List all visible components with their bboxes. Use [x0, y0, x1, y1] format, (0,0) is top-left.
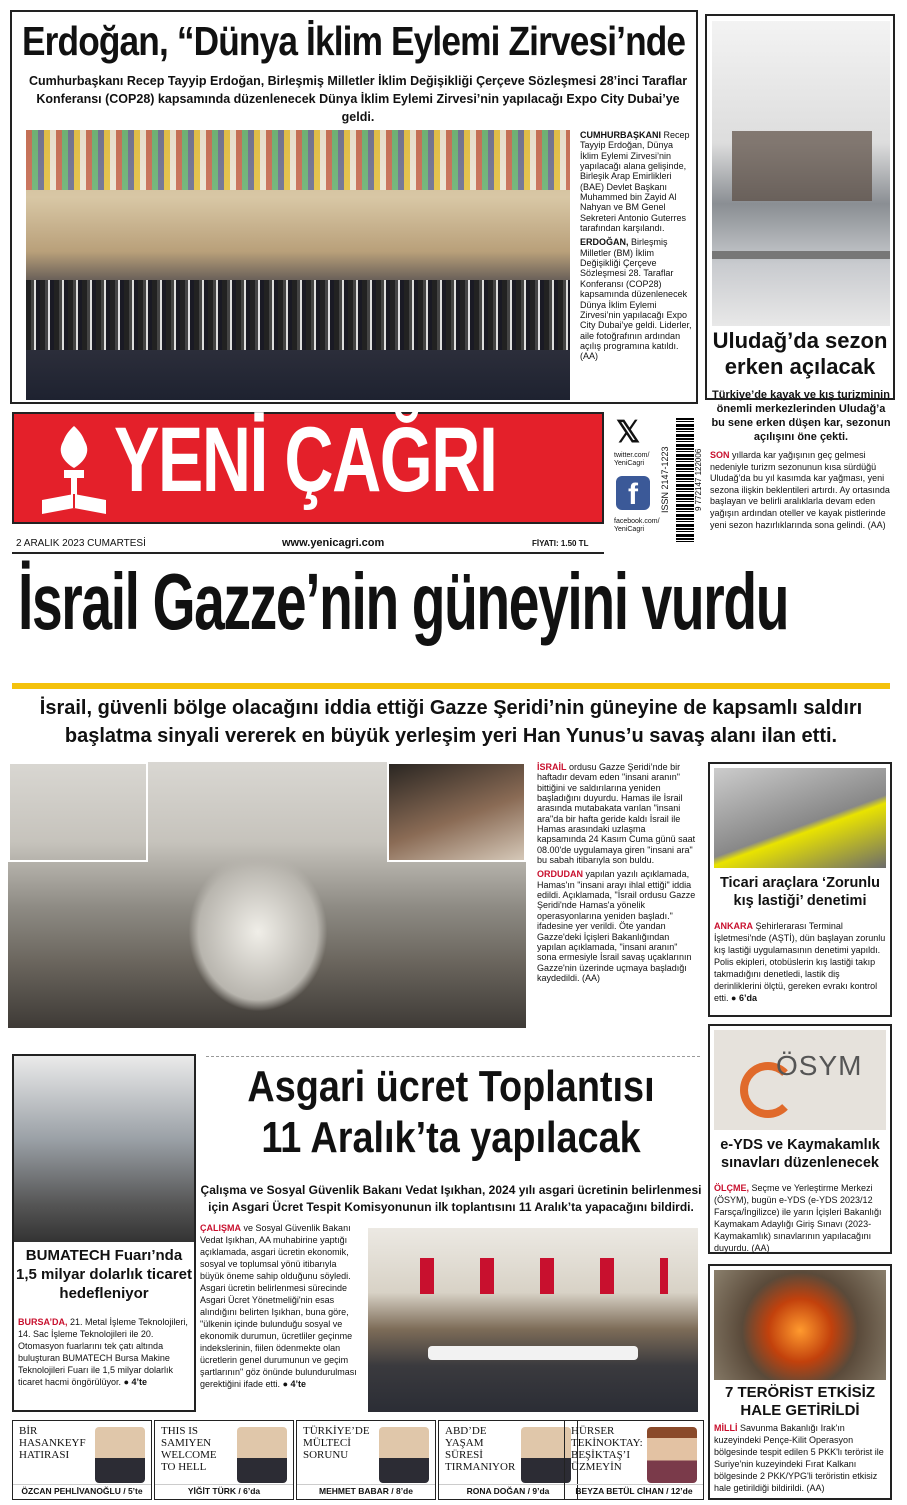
main-headline[interactable]: İsrail Gazze’nin güneyini vurdu — [18, 557, 789, 646]
bumatech-lead: BURSA’DA, — [18, 1317, 68, 1327]
uludag-snow-photo[interactable] — [712, 21, 890, 326]
uludag-title[interactable]: Uludağ’da sezon erken açılacak — [712, 328, 888, 379]
gaza-inset-photo-1[interactable] — [8, 762, 148, 862]
asgari-meeting-photo[interactable] — [368, 1228, 698, 1412]
top-story-p2: Birleşmiş Milletler (BM) İklim Değişikliği Çerçeve Sözleşmesi 28. Taraflar Konferansı (COP28) kapsamında düzenlenecek Dünya İklim Eylemi Zirvesi’nin yapılacağı Expo City Dubai’ye geldi. Liderler, aile fotoğrafının ardından açılış programına katıldı. (AA) — [580, 237, 692, 362]
top-story-box — [10, 10, 698, 404]
issue-date: 2 ARALIK 2023 CUMARTESİ — [16, 538, 146, 549]
barcode — [660, 414, 704, 546]
column-title: THIS IS SAMIYEN WELCOME TO HELL — [161, 1425, 217, 1473]
uludag-deck: Türkiye’de kayak ve kış turizminin önemli merkezlerinden Uludağ’a bu sene erken düşen kar, sezonun açılışını öne çekti. — [711, 389, 891, 443]
x-twitter-icon[interactable]: 𝕏 — [616, 416, 641, 449]
columnist-author: RONA DOĞAN / 9’da — [439, 1484, 577, 1497]
columnist-author: ÖZCAN PEHLİVANOĞLU / 5’te — [13, 1484, 151, 1497]
gaza-p1-lead: İSRAİL — [537, 762, 567, 772]
ticari-title[interactable]: Ticari araçlara ‘Zorunlu kış lastiği’ denetimi — [719, 875, 881, 909]
column-title: TÜRKİYE’DE MÜLTECİ SORUNU — [303, 1425, 370, 1461]
operation-explosion-photo[interactable] — [714, 1270, 886, 1380]
milli-story-box — [708, 1264, 892, 1500]
column-title: BİR HASANKEYF HATIRASI — [19, 1425, 86, 1461]
uludag-text — [710, 450, 892, 531]
gaza-p2: yapılan yazılı açıklamada, Hamas'ın "insani arayı ihlal ettiği" iddia edildi. Açıklamada, "İsrail ordusu Gazze Şeridi'nde Hamas'a yönelik operasyonlarına yeniden başladı." ifadesine yer verildi. Öte yandan Gazze'deki İçişleri Bakanlığından yapılan açıklamada, "insani aranın" sona ermesiyle İsrail savaş uçaklarının Gazze'nin üzerinde uçmaya başladığı kaydedildi. (AA) — [537, 869, 696, 983]
osym-body: Seçme ve Yerleştirme Merkezi (ÖSYM), bugün e-YDS (e-YDS 2023/12 Farsça/İngilizce) ile yarın İçişleri Bakanlığı Kaymakam Adaylığı Giriş Sınavı (2023-Kaymakamlık) sınavlarının yapılacağını duyurdu. (AA) — [714, 1183, 882, 1253]
bumatech-ref[interactable]: ● 4’te — [123, 1377, 148, 1387]
masthead[interactable] — [12, 409, 604, 524]
asgari-text — [200, 1222, 360, 1390]
bumatech-text — [18, 1316, 192, 1388]
top-story-title[interactable]: Erdoğan, “Dünya İklim Eylemi Zirvesi’nde — [22, 18, 686, 64]
asgari-body: ve Sosyal Güvenlik Bakanı Vedat Işıkhan, AA muhabirine yaptığı açıklamada, asgari ücretin ekonomik, sosyal ve toplumsal yönü itibarıyla büyük öneme sahip olduğunu söyledi. Asgari ücretin belirlenmesi sürecinde Asgari Ücret Yönetmeliği'nin esas alındığını belirten Işıkhan, buna göre, "ülkenin içinde bulunduğu sosyal ve ekonomik durumun, ücretliler geçinme indekslerinin, fiilen ödenmekte olan ücretlerin genel durumunun ve geçim şartlarının" göz önünde bulundurulması gerektiğini ifade etti. — [200, 1223, 357, 1389]
social-links — [612, 414, 660, 544]
headline-divider — [12, 683, 890, 689]
columnist-avatar — [379, 1427, 429, 1483]
milli-body: Savunma Bakanlığı Irak'ın kuzeyindeki Pençe-Kilit Operasyon bölgesinde tespit edilen 5 PKK'lı terörist ile Suriye'nin kuzeyindeki Fırat Kalkanı bölgesinde 2 PKK/YPG'li teröristin etkisiz hale getirildiği bildirildi. (AA) — [714, 1423, 884, 1493]
bumatech-fair-photo[interactable] — [14, 1056, 194, 1242]
ticari-body: Şehirlerarası Terminal İşletmesi'nde (AŞTİ), dün başlayan zorunlu kış lastiği uygulamasının denetimi yapıldı. Polis ekipleri, otobüslerin kış lastiği takıp takmadığını denetledi, lastik diş derinliklerini ölçtü, gereken evrakı kontrol etti. — [714, 921, 886, 1003]
gaza-p2-lead: ORDUDAN — [537, 869, 583, 880]
top-story-text — [580, 130, 694, 362]
ticari-lead: ANKARA — [714, 921, 753, 931]
asgari-divider — [206, 1056, 700, 1058]
website-link[interactable]: www.yenicagri.com — [282, 537, 385, 549]
bumatech-title[interactable]: BUMATECH Fuarı’nda 1,5 milyar dolarlık ticaret hedefleniyor — [16, 1247, 192, 1302]
asgari-title[interactable] — [233, 1062, 668, 1163]
gaza-inset-photo-2[interactable] — [387, 762, 526, 862]
ticari-story-box — [708, 762, 892, 1017]
column-title: HÜRSER TEKİNOKTAY: BEŞİKTAŞ’I ÜZMEYİN — [571, 1425, 643, 1473]
issn-label: ISSN 2147-1223 — [660, 446, 670, 514]
bumatech-body: 21. Metal İşleme Teknolojileri, 14. Sac İşleme Teknolojileri ile 20. Otomasyon fuarlarını tek çatı altında buluşturan BUMATECH Bursa Makine Teknolojileri Fuarı ile 1,5 milyar dolarlık ticaret hacmi öngörülüyor. — [18, 1317, 188, 1387]
columnist-avatar — [647, 1427, 697, 1483]
milli-title[interactable]: 7 TERÖRİST ETKİSİZ HALE GETİRİLDİ — [724, 1384, 875, 1419]
ticari-text — [714, 920, 886, 1004]
columnist-box-3[interactable] — [296, 1420, 436, 1500]
torch-book-logo — [34, 420, 114, 520]
osym-sign-photo[interactable] — [714, 1030, 886, 1130]
gaza-story-text — [537, 762, 697, 983]
top-story-deck: Cumhurbaşkanı Recep Tayyip Erdoğan, Birleşmiş Milletler İklim Değişikliği Çerçeve Sözleşmesi 28’inci Taraflar Konferansı (COP28) kapsamında düzenlenecek Dünya İklim Eylemi Zirvesi’nin yapılacağı Expo City Dubai’ye geldi. — [28, 74, 688, 124]
asgari-deck: Çalışma ve Sosyal Güvenlik Bakanı Vedat Işıkhan, 2024 yılı asgari ücretinin belirlenmesi için Asgari Ücret Tespit Komisyonunun ilk toplantısını 11 Aralık’ta yapacağını bildirdi. — [200, 1183, 702, 1214]
milli-text — [714, 1422, 886, 1494]
columnist-box-5[interactable] — [564, 1420, 704, 1500]
columnist-box-1[interactable] — [12, 1420, 152, 1500]
columnist-box-4[interactable] — [438, 1420, 578, 1500]
masthead-info-bar — [12, 532, 604, 554]
gaza-p1: ordusu Gazze Şeridi’nde bir haftadır devam eden "insani aranın" bittiğini ve saldırılarına yeniden başladığını duyurdu. Hamas ile İsrail arasında mutabakata varılan "insani ara"da bir hafta geride kaldı İsrail ile Hamas arasındaki uzlaşma kapsamında 24 Kasım Cuma günü saat 08.00'de uygulamaya giren "insani ara" bu sabah itibarıyla son buldu. — [537, 762, 696, 866]
barcode-number: 9 772147 122006 — [694, 448, 703, 512]
osym-logo-text: ÖSYM — [776, 1050, 863, 1081]
asgari-title-line2: 11 Aralık’ta yapılacak — [261, 1112, 641, 1162]
ticari-ref[interactable]: ● 6’da — [731, 993, 757, 1003]
uludag-story-box — [705, 14, 895, 400]
asgari-title-line1: Asgari ücret Toplantısı — [247, 1062, 655, 1111]
top-story-p2-lead: ERDOĞAN, — [580, 237, 629, 248]
uludag-body: yıllarda kar yağışının geç gelmesi nedeniyle turizm sezonunun kısa sürdüğü Uludağ’da bu yıl kasımda kar yağması, yeni sezona ilişkin beklentileri artırdı. Ay ortasında başlayan ve belirli aralıklarla devam eden yağışın ardından oteller ve kayak pistlerinde yeni sezon hazırlıklarında sona gelindi. (AA) — [710, 450, 890, 530]
twitter-handle[interactable]: twitter.com/ YeniCagri — [614, 452, 650, 467]
tire-inspection-photo[interactable] — [714, 768, 886, 868]
uludag-lead: SON — [710, 450, 730, 460]
asgari-ref[interactable]: ● 4’te — [282, 1379, 307, 1389]
milli-lead: MİLLİ — [714, 1423, 738, 1433]
osym-story-box — [708, 1024, 892, 1254]
column-title: ABD’DE YAŞAM SÜRESİ TIRMANIYOR — [445, 1425, 516, 1473]
asgari-lead: ÇALIŞMA — [200, 1223, 241, 1233]
osym-lead: ÖLÇME, — [714, 1183, 749, 1193]
cop28-family-photo[interactable] — [26, 130, 570, 400]
facebook-icon[interactable]: f — [616, 476, 650, 510]
top-story-p1-lead: CUMHURBAŞKANI — [580, 130, 661, 140]
facebook-handle[interactable]: facebook.com/ YeniCagri — [614, 518, 660, 533]
columnist-avatar — [237, 1427, 287, 1483]
osym-text — [714, 1182, 886, 1254]
osym-title[interactable]: e-YDS ve Kaymakamlık sınavları düzenlenecek — [720, 1137, 880, 1171]
columnist-author: MEHMET BABAR / 8’de — [297, 1484, 435, 1497]
barcode-bars — [676, 418, 694, 542]
columnist-box-2[interactable] — [154, 1420, 294, 1500]
top-story-p1: Recep Tayyip Erdoğan, Dünya İklim Eylemi Zirvesi’nin yapılacağı alana gelişinde, Birleşik Arap Emirlikleri (BAE) Devlet Başkanı Muhammed bin Zayid Al Nahyan ve BM Genel Sekreteri Antonio Guterres tarafından karşılandı. — [580, 130, 690, 234]
main-headline-deck: İsrail, güvenli bölge olacağını iddia ettiği Gazze Şeridi’nin güneyine de kapsamlı saldırı başlatma sinyali vererek en büyük yerleşim yeri Han Yunus’u savaş alanı ilan etti. — [39, 697, 863, 747]
price: FİYATI: 1.50 TL — [532, 539, 589, 548]
columnist-avatar — [95, 1427, 145, 1483]
columnist-author: YİĞİT TÜRK / 6’da — [155, 1484, 293, 1497]
columnist-author: BEYZA BETÜL CİHAN / 12’de — [565, 1484, 703, 1497]
newspaper-name: YENİ ÇAĞRI — [114, 409, 497, 511]
